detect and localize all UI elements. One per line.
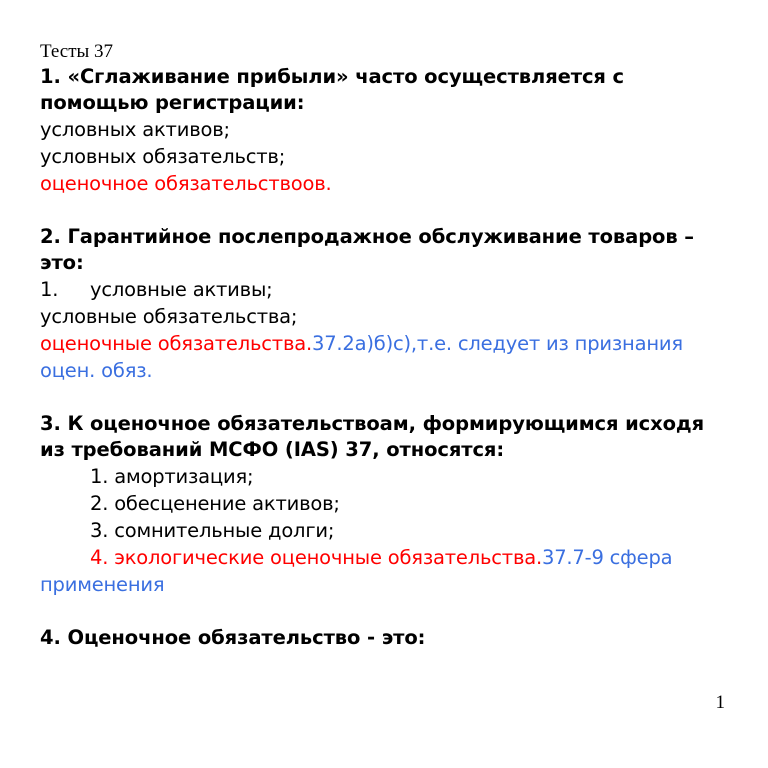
question-3-answer: 4. экологические оценочные обязательства. — [90, 546, 542, 569]
question-2-option-1-text: условные активы; — [90, 278, 273, 301]
question-1-option-1: условных активов; — [40, 118, 230, 141]
question-2-title: 2. Гарантийное послепродажное обслуживание товаров – это: — [40, 225, 694, 274]
question-3-title: 3. К оценочное обязательствоам, формирующимся исходя из требований МСФО (IAS) 37, относятся: — [40, 412, 704, 461]
question-1-option-2: условных обязательств; — [40, 145, 286, 168]
question-3-option-1: 1. амортизация; — [90, 465, 254, 488]
question-2-option-2: условные обязательства; — [40, 305, 298, 328]
question-2-answer: оценочные обязательства. — [40, 332, 312, 355]
question-1-answer: оценочное обязательствоов. — [40, 172, 332, 195]
question-2-note: 37.2а)б)с),т.е. следует из признания оцен. обяз. — [40, 332, 683, 382]
question-1-title: 1. «Сглаживание прибыли» часто осуществляется с помощью регистрации: — [40, 65, 624, 114]
question-3-option-2: 2. обесценение активов; — [90, 492, 340, 515]
document-header: Тесты 37 — [40, 41, 114, 62]
question-4-title: 4. Оценочное обязательство - это: — [40, 626, 426, 649]
question-3-option-3: 3. сомнительные долги; — [90, 519, 335, 542]
question-2-answer-line — [40, 330, 730, 384]
document-page — [40, 40, 730, 651]
question-3-answer-line — [40, 544, 730, 598]
question-2-option-1 — [40, 276, 730, 303]
page-number: 1 — [715, 692, 725, 713]
question-2-option-1-number: 1. — [40, 278, 59, 301]
question-3-note: 37.7-9 сфера применения — [40, 546, 673, 596]
